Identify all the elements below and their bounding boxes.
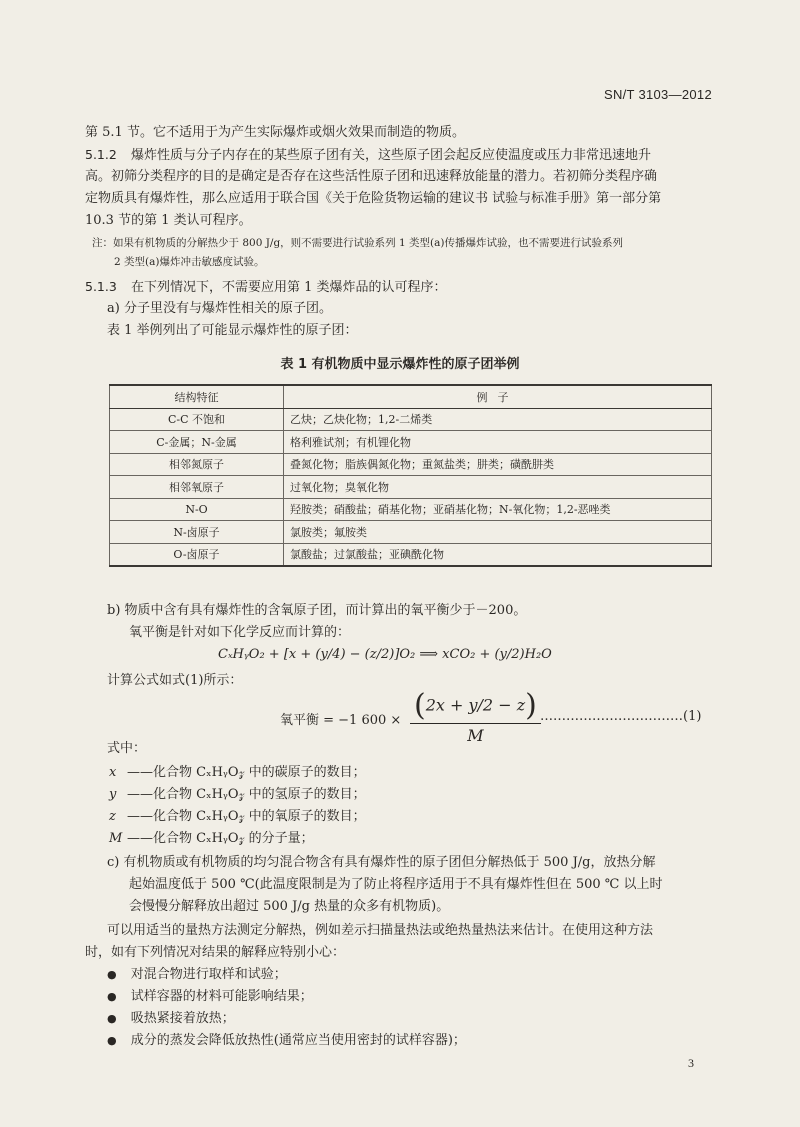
definition: ——化合物 CₓHᵧO𝓏 的分子量； <box>127 831 314 846</box>
item-c-line-1: c) 有机物质或有机物质的均匀混合物含有具有爆炸性的原子团但分解热低于 500 J/g，放热分解 <box>107 855 656 870</box>
def-z <box>109 806 366 828</box>
section-text: 爆炸性质与分子内存在的某些原子团有关，这些原子团会起反应使温度或压力非常迅速地升 <box>130 148 651 163</box>
table-row <box>110 408 712 431</box>
section-text: 在下列情况下，不需要应用第 1 类爆炸品的认可程序： <box>130 280 447 295</box>
structure-cell: O-卤原子 <box>110 543 284 566</box>
explosive-groups-table <box>109 384 712 567</box>
bullet-item <box>107 964 287 986</box>
bullet-item <box>107 1008 235 1030</box>
standard-code: SN/T 3103—2012 <box>603 87 712 102</box>
examples-cell: 叠氮化物；脂族偶氮化物；重氮盐类；肼类；磺酰肼类 <box>284 453 712 476</box>
structure-cell: 相邻氧原子 <box>110 476 284 499</box>
section-5-1-2-line-2: 高。初筛分类程序的目的是确定是否存在这些活性原子团和迅速释放能量的潜力。若初筛分类程序确 <box>85 169 658 184</box>
note-line-1: 注：如果有机物质的分解热少于 800 J/g，则不需要进行试验系列 1 类型(a)传播爆炸试验，也不需要进行试验系列 <box>92 237 623 249</box>
bullet-text: 成分的蒸发会降低放热性(通常应当使用密封的试样容器)； <box>130 1033 466 1048</box>
formula-intro: 计算公式如式(1)所示： <box>107 673 243 688</box>
table-caption: 表 1 有机物质中显示爆炸性的原子团举例 <box>280 357 520 372</box>
section-number: 5.1.3 <box>85 279 117 294</box>
def-m <box>109 828 314 850</box>
table-row <box>110 521 712 544</box>
equation-number: ……………………………(1) <box>540 709 702 724</box>
table-row <box>110 453 712 476</box>
bullet-text: 对混合物进行取样和试验； <box>130 967 287 982</box>
symbol: M <box>109 831 123 846</box>
bullet-icon: ● <box>107 1034 117 1047</box>
formula-denominator: M <box>467 726 484 745</box>
examples-cell: 氯酸盐；过氯酸盐；亚碘酰化物 <box>284 543 712 566</box>
section-number: 5.1.2 <box>85 147 117 162</box>
bullet-item <box>107 986 313 1008</box>
note-line-2: 2 类型(a)爆炸冲击敏感度试验。 <box>114 256 265 268</box>
section-5-1-3-line-1 <box>85 276 447 299</box>
definition: ——化合物 CₓHᵧO𝓏 中的氢原子的数目； <box>127 787 366 802</box>
symbol: x <box>109 765 117 780</box>
examples-cell: 格利雅试剂；有机锂化物 <box>284 431 712 454</box>
def-x <box>109 762 366 784</box>
header-examples: 例子 <box>284 385 712 408</box>
paragraph-continuation: 第 5.1 节。它不适用于为产生实际爆炸或烟火效果而制造的物质。 <box>85 125 465 140</box>
table-header-row <box>110 385 712 408</box>
bullet-icon: ● <box>107 1012 117 1025</box>
table-row <box>110 476 712 499</box>
formula-fraction <box>410 688 541 745</box>
def-y <box>109 784 366 806</box>
item-c-line-2: 起始温度低于 500 ℃(此温度限制是为了防止将程序适用于不具有爆炸性但在 500 ℃ 以上时 <box>129 877 663 892</box>
structure-cell: C-金属；N-金属 <box>110 431 284 454</box>
bullet-icon: ● <box>107 968 117 981</box>
symbol: z <box>109 809 116 824</box>
header-structure: 结构特征 <box>110 385 284 408</box>
symbol: y <box>109 787 117 802</box>
examples-cell: 氯胺类；氟胺类 <box>284 521 712 544</box>
table-row <box>110 431 712 454</box>
reaction-equation: CₓHᵧO₂ + [x + (y/4) − (z/2)]O₂ ⟹ xCO₂ + (y/2)H₂O <box>218 647 552 662</box>
table-row <box>110 498 712 521</box>
page-number: 3 <box>688 1056 694 1070</box>
section-5-1-2-line-3: 定物质具有爆炸性，那么应适用于联合国《关于危险货物运输的建议书 试验与标准手册》第一部分第 <box>85 191 662 206</box>
bullet-text: 试样容器的材料可能影响结果； <box>130 989 313 1004</box>
oxygen-balance-intro: 氧平衡是针对如下化学反应而计算的： <box>129 625 351 640</box>
structure-cell: 相邻氮原子 <box>110 453 284 476</box>
examples-cell: 羟胺类；硝酸盐；硝基化物；亚硝基化物；N-氧化物；1,2-恶唑类 <box>284 498 712 521</box>
item-c-line-3: 会慢慢分解释放出超过 500 J/g 热量的众多有机物质)。 <box>129 899 450 914</box>
definition: ——化合物 CₓHᵧO𝓏 中的氧原子的数目； <box>127 809 366 824</box>
structure-cell: N-卤原子 <box>110 521 284 544</box>
section-5-1-2-line-1 <box>85 144 651 167</box>
table-intro: 表 1 举例列出了可能显示爆炸性的原子团： <box>107 323 358 338</box>
examples-cell: 乙炔；乙炔化物；1,2-二烯类 <box>284 408 712 431</box>
structure-cell: N-O <box>110 498 284 521</box>
structure-cell: C-C 不饱和 <box>110 408 284 431</box>
bullet-item <box>107 1030 466 1052</box>
formula-lhs: 氧平衡 = −1 600 × <box>280 713 402 728</box>
definition: ——化合物 CₓHᵧO𝓏 中的碳原子的数目； <box>127 765 366 780</box>
examples-cell: 过氧化物；臭氧化物 <box>284 476 712 499</box>
tail-line-1: 可以用适当的量热方法测定分解热，例如差示扫描量热法或绝热量热法来估计。在使用这种方法 <box>107 923 654 938</box>
section-5-1-2-line-4: 10.3 节的第 1 类认可程序。 <box>85 213 252 228</box>
bullet-icon: ● <box>107 990 117 1003</box>
table-row <box>110 543 712 566</box>
item-a: a) 分子里没有与爆炸性相关的原子团。 <box>107 301 332 316</box>
bullet-text: 吸热紧接着放热； <box>130 1011 235 1026</box>
tail-line-2: 时，如有下列情况对结果的解释应特别小心： <box>85 945 346 960</box>
item-b: b) 物质中含有具有爆炸性的含氧原子团，而计算出的氧平衡少于－200。 <box>107 603 527 618</box>
where-label: 式中： <box>107 741 147 756</box>
formula-numerator: (2x + y/2 − z) <box>414 688 537 723</box>
